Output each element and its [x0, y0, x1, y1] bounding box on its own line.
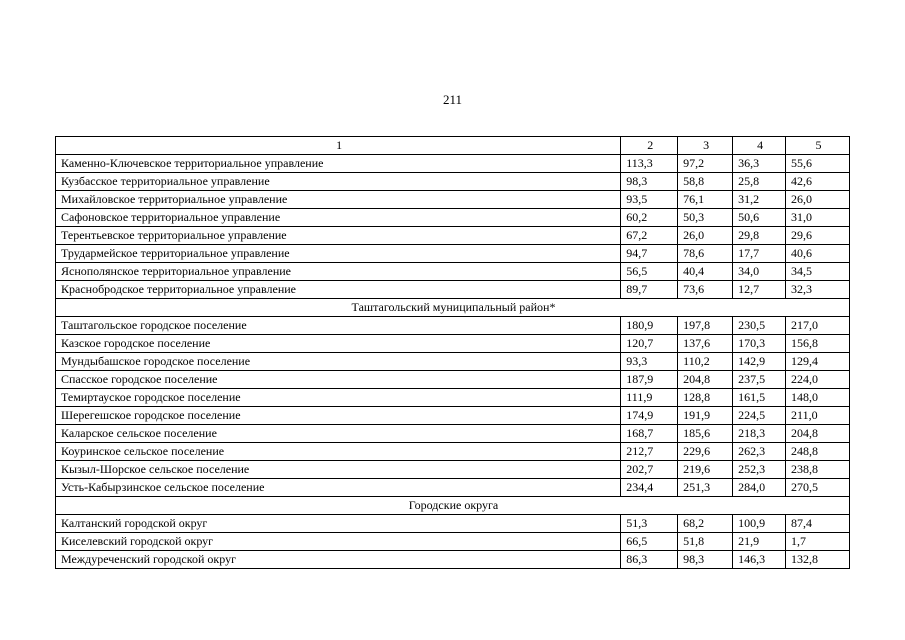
col3-cell: 204,8	[678, 371, 733, 389]
col5-cell: 42,6	[786, 173, 850, 191]
col2-cell: 202,7	[621, 461, 678, 479]
name-cell: Междуреченский городской округ	[56, 551, 621, 569]
col4-cell: 252,3	[733, 461, 786, 479]
name-cell: Спасское городское поселение	[56, 371, 621, 389]
col3-cell: 137,6	[678, 335, 733, 353]
name-cell: Трудармейское территориальное управление	[56, 245, 621, 263]
col4-cell: 161,5	[733, 389, 786, 407]
col2-cell: 212,7	[621, 443, 678, 461]
table-row	[56, 479, 850, 497]
table-body	[56, 137, 850, 569]
col3-cell: 219,6	[678, 461, 733, 479]
name-cell: Краснобродское территориальное управление	[56, 281, 621, 299]
col4-cell: 224,5	[733, 407, 786, 425]
col2-cell: 93,3	[621, 353, 678, 371]
page-number: 211	[442, 92, 463, 107]
col5-cell: 1,7	[786, 533, 850, 551]
col5-cell: 87,4	[786, 515, 850, 533]
section-title: Городские округа	[56, 497, 850, 515]
table-row	[56, 335, 850, 353]
table-row	[56, 407, 850, 425]
col3-cell: 51,8	[678, 533, 733, 551]
col2-cell: 120,7	[621, 335, 678, 353]
col2-cell: 234,4	[621, 479, 678, 497]
col3-cell: 68,2	[678, 515, 733, 533]
col4-cell: 34,0	[733, 263, 786, 281]
table-row	[56, 461, 850, 479]
col3-cell: 58,8	[678, 173, 733, 191]
col2-cell: 60,2	[621, 209, 678, 227]
name-cell: Казское городское поселение	[56, 335, 621, 353]
col2-cell: 67,2	[621, 227, 678, 245]
col5-cell: 156,8	[786, 335, 850, 353]
column-header-5: 5	[786, 137, 850, 155]
col3-cell: 251,3	[678, 479, 733, 497]
name-cell: Сафоновское территориальное управление	[56, 209, 621, 227]
table-row	[56, 389, 850, 407]
col5-cell: 29,6	[786, 227, 850, 245]
col3-cell: 98,3	[678, 551, 733, 569]
col5-cell: 217,0	[786, 317, 850, 335]
col2-cell: 113,3	[621, 155, 678, 173]
table-row	[56, 515, 850, 533]
table-row	[56, 209, 850, 227]
table-row	[56, 425, 850, 443]
table-row	[56, 353, 850, 371]
col2-cell: 168,7	[621, 425, 678, 443]
col5-cell: 270,5	[786, 479, 850, 497]
col4-cell: 262,3	[733, 443, 786, 461]
col5-cell: 211,0	[786, 407, 850, 425]
section-title: Таштагольский муниципальный район*	[56, 299, 850, 317]
col3-cell: 191,9	[678, 407, 733, 425]
name-cell: Терентьевское территориальное управление	[56, 227, 621, 245]
table-row	[56, 551, 850, 569]
col4-cell: 146,3	[733, 551, 786, 569]
name-cell: Киселевский городской округ	[56, 533, 621, 551]
col4-cell: 142,9	[733, 353, 786, 371]
col3-cell: 50,3	[678, 209, 733, 227]
col2-cell: 93,5	[621, 191, 678, 209]
col2-cell: 180,9	[621, 317, 678, 335]
name-cell: Яснополянское территориальное управление	[56, 263, 621, 281]
name-cell: Таштагольское городское поселение	[56, 317, 621, 335]
col3-cell: 110,2	[678, 353, 733, 371]
column-header-3: 3	[678, 137, 733, 155]
col4-cell: 21,9	[733, 533, 786, 551]
col5-cell: 238,8	[786, 461, 850, 479]
column-header-4: 4	[733, 137, 786, 155]
table-row	[56, 245, 850, 263]
col4-cell: 237,5	[733, 371, 786, 389]
col4-cell: 31,2	[733, 191, 786, 209]
table-row	[56, 371, 850, 389]
col2-cell: 111,9	[621, 389, 678, 407]
col2-cell: 94,7	[621, 245, 678, 263]
col4-cell: 12,7	[733, 281, 786, 299]
col3-cell: 78,6	[678, 245, 733, 263]
col3-cell: 73,6	[678, 281, 733, 299]
col2-cell: 56,5	[621, 263, 678, 281]
col2-cell: 66,5	[621, 533, 678, 551]
col4-cell: 100,9	[733, 515, 786, 533]
table-row	[56, 443, 850, 461]
col5-cell: 224,0	[786, 371, 850, 389]
col4-cell: 230,5	[733, 317, 786, 335]
col5-cell: 132,8	[786, 551, 850, 569]
col4-cell: 284,0	[733, 479, 786, 497]
table-row	[56, 263, 850, 281]
col5-cell: 55,6	[786, 155, 850, 173]
name-cell: Шерегешское городское поселение	[56, 407, 621, 425]
col2-cell: 98,3	[621, 173, 678, 191]
column-header-2: 2	[621, 137, 678, 155]
column-header-1: 1	[56, 137, 621, 155]
section-header-row	[56, 497, 850, 515]
col5-cell: 129,4	[786, 353, 850, 371]
name-cell: Кызыл-Шорское сельское поселение	[56, 461, 621, 479]
table-row	[56, 281, 850, 299]
data-table	[55, 136, 850, 569]
col4-cell: 25,8	[733, 173, 786, 191]
name-cell: Коуринское сельское поселение	[56, 443, 621, 461]
col4-cell: 29,8	[733, 227, 786, 245]
name-cell: Усть-Кабырзинское сельское поселение	[56, 479, 621, 497]
name-cell: Калтанский городской округ	[56, 515, 621, 533]
col4-cell: 218,3	[733, 425, 786, 443]
table-row	[56, 533, 850, 551]
name-cell: Кузбасское территориальное управление	[56, 173, 621, 191]
table-row	[56, 155, 850, 173]
col5-cell: 40,6	[786, 245, 850, 263]
col4-cell: 36,3	[733, 155, 786, 173]
col4-cell: 50,6	[733, 209, 786, 227]
table-header-row	[56, 137, 850, 155]
section-header-row	[56, 299, 850, 317]
col2-cell: 51,3	[621, 515, 678, 533]
name-cell: Мундыбашское городское поселение	[56, 353, 621, 371]
table-row	[56, 191, 850, 209]
name-cell: Каларское сельское поселение	[56, 425, 621, 443]
col5-cell: 31,0	[786, 209, 850, 227]
col3-cell: 185,6	[678, 425, 733, 443]
col5-cell: 148,0	[786, 389, 850, 407]
col3-cell: 40,4	[678, 263, 733, 281]
col5-cell: 32,3	[786, 281, 850, 299]
col3-cell: 26,0	[678, 227, 733, 245]
name-cell: Темиртауское городское поселение	[56, 389, 621, 407]
table-row	[56, 227, 850, 245]
col4-cell: 170,3	[733, 335, 786, 353]
table-row	[56, 317, 850, 335]
col2-cell: 174,9	[621, 407, 678, 425]
col2-cell: 89,7	[621, 281, 678, 299]
col5-cell: 34,5	[786, 263, 850, 281]
col2-cell: 86,3	[621, 551, 678, 569]
name-cell: Каменно-Ключевское территориальное управление	[56, 155, 621, 173]
col5-cell: 26,0	[786, 191, 850, 209]
col3-cell: 128,8	[678, 389, 733, 407]
table-row	[56, 173, 850, 191]
col4-cell: 17,7	[733, 245, 786, 263]
name-cell: Михайловское территориальное управление	[56, 191, 621, 209]
col3-cell: 229,6	[678, 443, 733, 461]
col5-cell: 204,8	[786, 425, 850, 443]
col2-cell: 187,9	[621, 371, 678, 389]
col5-cell: 248,8	[786, 443, 850, 461]
col3-cell: 97,2	[678, 155, 733, 173]
col3-cell: 76,1	[678, 191, 733, 209]
col3-cell: 197,8	[678, 317, 733, 335]
